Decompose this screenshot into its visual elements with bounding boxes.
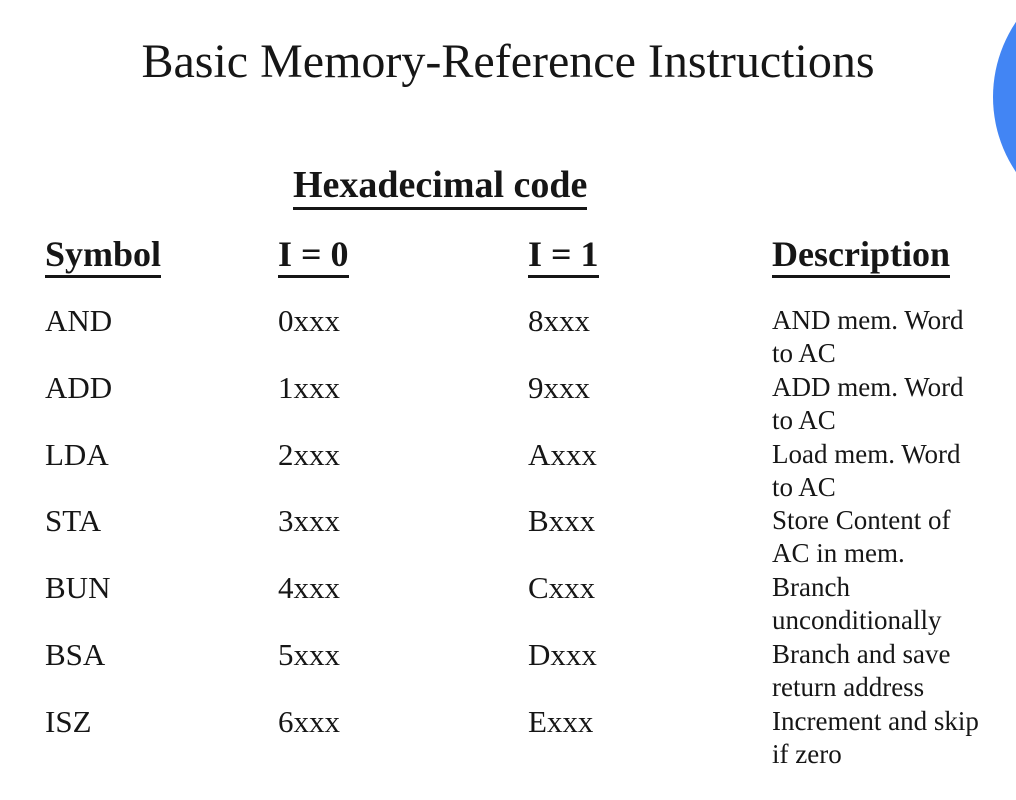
description-line: Store Content of [772,505,951,536]
hexadecimal-code-heading [293,166,587,210]
description-cell [772,638,975,705]
description-line: ADD mem. Word [772,371,964,402]
description-line: unconditionally [772,605,942,636]
description-cell [772,504,975,571]
i0-cell: 2xxx [278,436,340,472]
description-line: if zero [772,738,842,769]
description-line: Increment and skip [772,705,979,736]
i0-cell: 0xxx [278,303,340,338]
description-cell [772,304,975,371]
symbol-cell: AND [45,303,113,338]
page-title: Basic Memory-Reference Instructions [141,35,875,88]
description-line: to AC [772,338,836,368]
symbol-cell: BSA [45,636,106,672]
symbol-cell: ADD [45,369,113,405]
symbol-cell: LDA [45,436,109,472]
blue-circle-button[interactable] [993,0,1016,231]
description-line: return address [772,671,925,702]
symbol-cell: STA [45,503,102,539]
i1-cell: Bxxx [528,503,596,539]
i1-cell: 9xxx [528,369,590,405]
i1-cell: Cxxx [528,570,596,606]
column-header-description: Description [772,236,975,278]
i0-cell: 1xxx [278,369,340,405]
i1-cell: 8xxx [528,303,590,338]
i1-cell: Exxx [528,703,594,739]
description-line: to AC [772,471,836,502]
description-cell [772,571,975,638]
description-cell [772,705,979,772]
symbol-cell: BUN [45,570,111,606]
column-header-i1: I = 1 [528,236,772,278]
i0-cell: 3xxx [278,503,340,539]
hexadecimal-code-label: Hexadecimal code [293,166,587,210]
i0-cell: 5xxx [278,636,340,672]
description-line: AC in mem. [772,538,905,569]
description-line: to AC [772,404,836,435]
description-cell [772,438,975,505]
i0-cell: 6xxx [278,703,340,739]
column-header-symbol: Symbol [45,236,278,278]
description-line: Branch [772,572,850,603]
column-header-i0: I = 0 [278,236,528,278]
table-header-row [45,236,975,278]
description-line: Branch and save [772,638,951,669]
description-cell [772,371,975,438]
description-line: Load mem. Word [772,438,961,469]
symbol-cell: ISZ [45,703,92,739]
i1-cell: Dxxx [528,636,597,672]
description-line: AND mem. Word [772,305,964,335]
i0-cell: 4xxx [278,570,340,606]
i1-cell: Axxx [528,436,597,472]
table-body [45,303,979,772]
